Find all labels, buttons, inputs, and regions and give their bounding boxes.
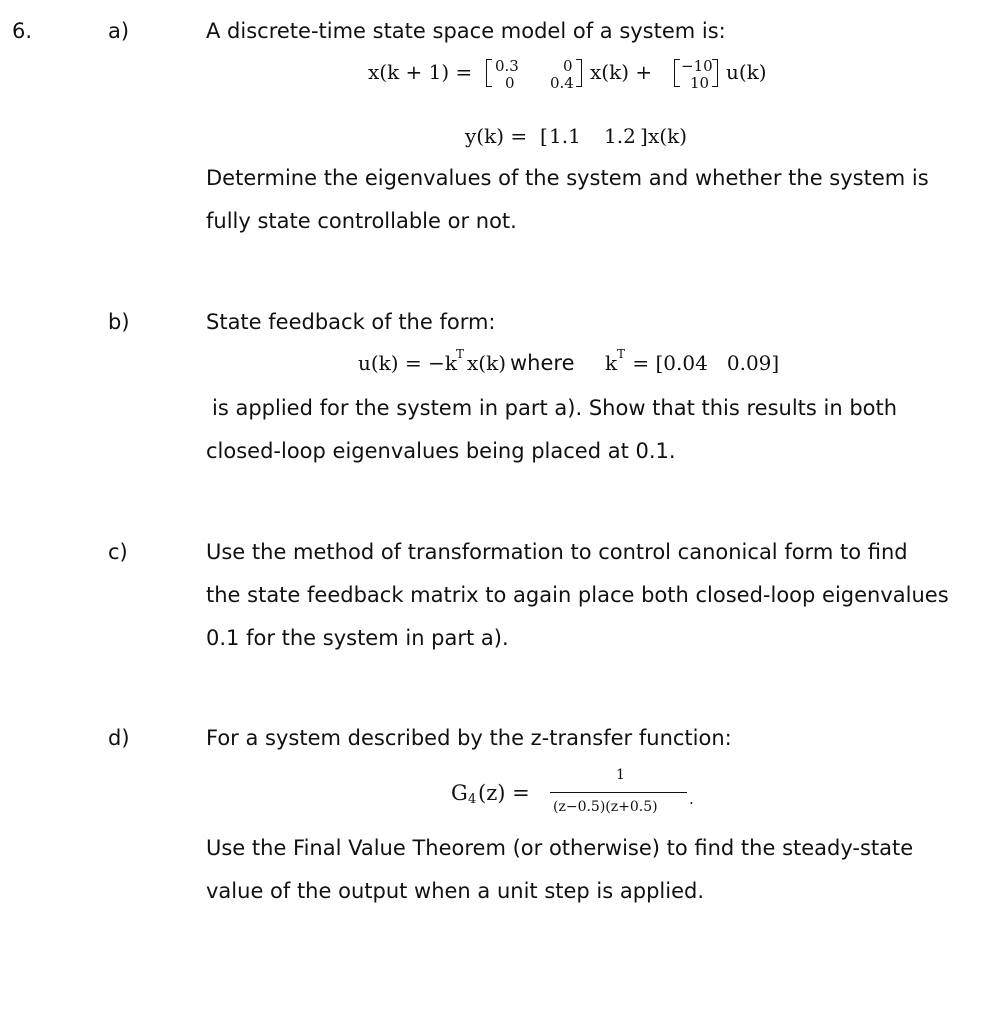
matrix-b-right-bracket	[712, 59, 718, 87]
part-a-text-line-1: Determine the eigenvalues of the system and whether the system is	[206, 166, 929, 190]
part-c-label: c)	[108, 540, 128, 564]
part-c-text-line-2: the state feedback matrix to again place both closed-loop eigenvalues	[206, 583, 949, 607]
part-d-intro: For a system described by the z-transfer function:	[206, 726, 732, 750]
part-a-intro: A discrete-time state space model of a system is:	[206, 19, 726, 43]
part-b-intro: State feedback of the form:	[206, 310, 496, 334]
feedback-eq-sup: T	[456, 347, 465, 361]
matrix-a-11: 0.3	[495, 57, 519, 75]
part-d-label: d)	[108, 726, 130, 750]
part-a-label: a)	[108, 19, 130, 43]
tf-sub: 4	[468, 792, 477, 807]
part-a-text-line-2: fully state controllable or not.	[206, 209, 517, 233]
tf-end: .	[689, 790, 694, 808]
matrix-a-left-bracket	[486, 59, 492, 87]
matrix-a-22: 0.4	[550, 74, 574, 92]
matrix-a-21: 0	[505, 74, 515, 92]
matrix-c-1: 1.1	[549, 124, 581, 148]
part-b-label: b)	[108, 310, 130, 334]
output-eq-tail: x(k)	[648, 124, 688, 148]
feedback-eq-where: where	[510, 351, 575, 375]
feedback-eq-mid: x(k)	[467, 351, 507, 375]
matrix-b-1: −10	[681, 57, 713, 75]
feedback-eq-lhs: u(k) = −k	[358, 351, 457, 375]
matrix-b-left-bracket	[674, 59, 680, 87]
feedback-eq-k: k	[605, 351, 618, 375]
feedback-eq-value: = [0.04 0.09]	[626, 351, 780, 375]
state-eq-tail: u(k)	[726, 60, 767, 84]
tf-lhs: G	[451, 781, 468, 805]
output-eq-lhs: y(k) =	[465, 124, 528, 148]
part-d-text-line-2: value of the output when a unit step is applied.	[206, 879, 705, 903]
state-eq-mid: x(k) +	[590, 60, 653, 84]
matrix-a-12: 0	[563, 57, 573, 75]
matrix-b-2: 10	[690, 74, 710, 92]
state-eq-lhs: x(k + 1) =	[368, 60, 473, 84]
part-b-text-line-2: closed-loop eigenvalues being placed at 0.1.	[206, 439, 676, 463]
question-number: 6.	[12, 19, 33, 43]
part-b-text-line-1: is applied for the system in part a). Show that this results in both	[212, 396, 898, 420]
feedback-eq-k-sup: T	[617, 347, 626, 361]
tf-numerator: 1	[616, 767, 625, 783]
part-c-text-line-3: 0.1 for the system in part a).	[206, 626, 509, 650]
tf-arg: (z) =	[478, 781, 530, 805]
part-d-text-line-1: Use the Final Value Theorem (or otherwise) to find the steady-state	[206, 836, 914, 860]
tf-denominator: (z−0.5)(z+0.5)	[553, 799, 658, 815]
matrix-a-right-bracket	[576, 59, 582, 87]
matrix-c-2: 1.2	[604, 124, 636, 148]
part-c-text-line-1: Use the method of transformation to control canonical form to find	[206, 540, 908, 564]
tf-fraction-bar	[550, 792, 687, 793]
